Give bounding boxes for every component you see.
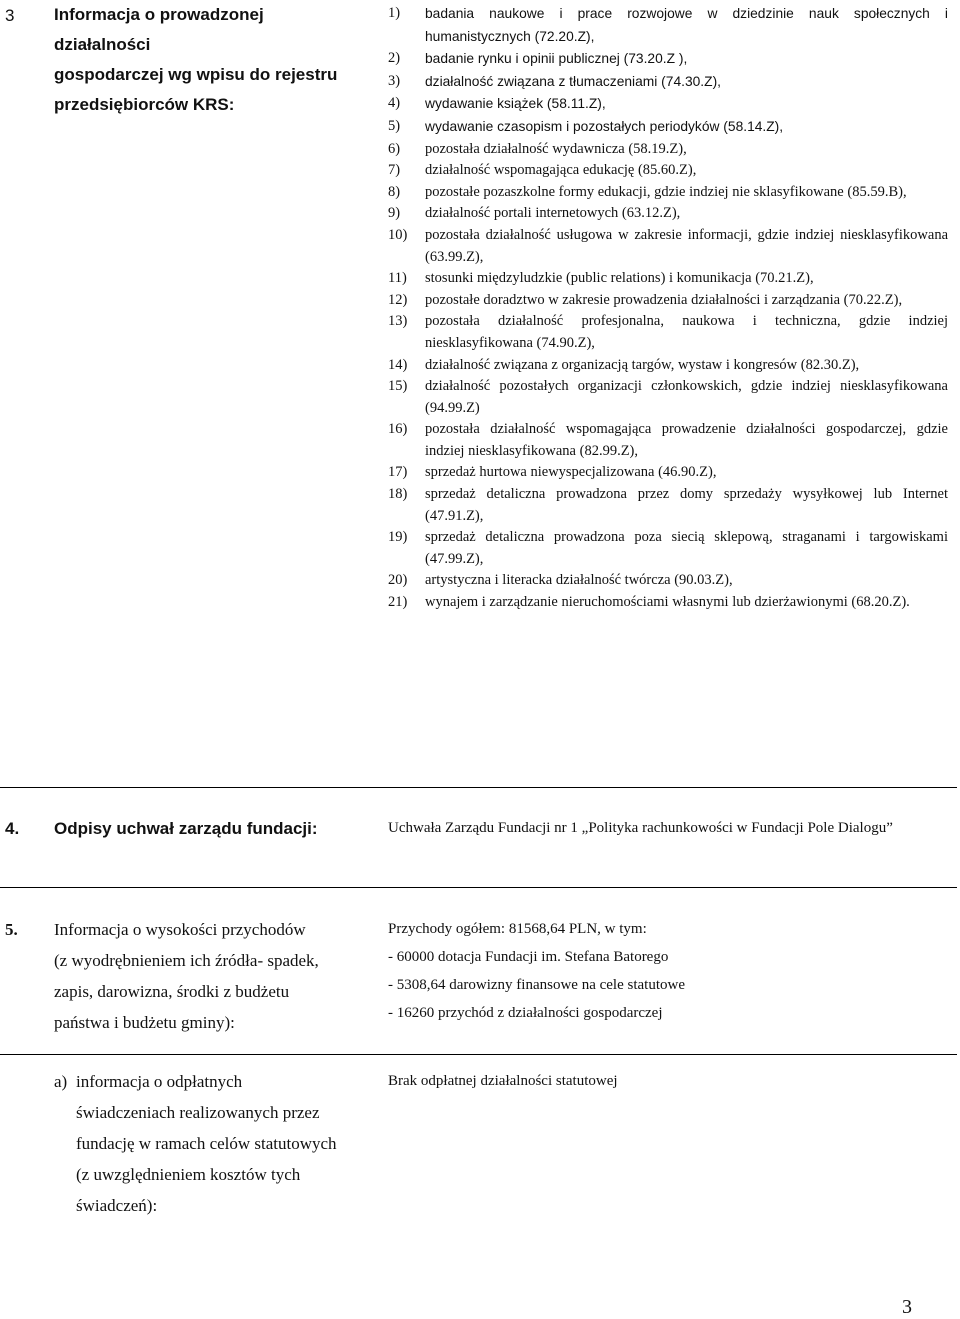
list-item-text: pozostała działalność wspomagająca prowadzenie działalności gospodarczej, gdzie indziej niesklasyfikowana (82.99.Z),: [425, 421, 948, 459]
section-5a-title-line: fundację w ramach celów statutowych: [76, 1134, 337, 1153]
list-item-text: działalność wspomagająca edukację (85.60.Z),: [425, 162, 697, 179]
section-5-title-line: zapis, darowizna, środki z budżetu: [54, 982, 290, 1001]
list-item-number: 2): [388, 50, 401, 67]
list-item: [388, 311, 948, 354]
list-item-text: badania naukowe i prace rozwojowe w dziedzinie nauk społecznych i humanistycznych (72.20.Z),: [425, 6, 948, 44]
list-item: [388, 570, 948, 592]
list-item-number: 6): [388, 140, 401, 157]
section-5a-title-line: świadczeniach realizowanych przez: [76, 1103, 320, 1122]
list-item: [388, 203, 948, 225]
section-5a-title: [76, 1066, 386, 1221]
list-item-number: 4): [388, 95, 401, 112]
activity-list: [388, 3, 948, 614]
section-5a-title-line: informacja o odpłatnych: [76, 1072, 243, 1091]
list-item-text: pozostałe doradztwo w zakresie prowadzenia działalności i zarządzania (70.22.Z),: [425, 291, 903, 308]
list-item: [388, 268, 948, 290]
section-3-title-line: gospodarczej wg wpisu do rejestru: [54, 65, 338, 84]
section-5-title-line: (z wyodrębnieniem ich źródła- spadek,: [54, 951, 319, 970]
list-item: [388, 592, 948, 614]
list-item-text: wydawanie czasopism i pozostałych periodyków (58.14.Z),: [425, 118, 784, 134]
list-item-number: 3): [388, 72, 401, 89]
section-4-value: Uchwała Zarządu Fundacji nr 1 „Polityka rachunkowości w Fundacji Pole Dialogu”: [388, 820, 893, 836]
list-item: [388, 376, 948, 419]
section-5-title: [54, 914, 374, 1038]
list-item: [388, 160, 948, 182]
section-5a-title-line: świadczeń):: [76, 1196, 158, 1215]
section-3-number: 3: [5, 6, 15, 25]
list-item: [388, 484, 948, 527]
section-5-title-line: Informacja o wysokości przychodów: [54, 920, 306, 939]
list-item-number: 12): [388, 291, 408, 308]
list-item-number: 13): [388, 313, 408, 330]
list-item-number: 14): [388, 356, 408, 373]
list-item-number: 9): [388, 205, 401, 222]
list-item-text: wydawanie książek (58.11.Z),: [425, 96, 606, 112]
list-item-number: 20): [388, 572, 408, 589]
list-item-number: 17): [388, 464, 408, 481]
list-item: [388, 462, 948, 484]
divider: [0, 887, 957, 888]
section-3-title: [54, 0, 354, 120]
list-item: [388, 182, 948, 204]
divider: [0, 1054, 957, 1055]
section-3-title-line: przedsiębiorców KRS:: [54, 95, 235, 114]
list-item-text: sprzedaż detaliczna prowadzona poza siecią sklepową, straganami i targowiskami (47.99.Z),: [425, 529, 948, 567]
revenue-line: - 16260 przychód z działalności gospodarczej: [388, 1005, 663, 1021]
divider: [0, 787, 957, 788]
list-item-text: sprzedaż hurtowa niewyspecjalizowana (46.90.Z),: [425, 464, 717, 481]
list-item-text: artystyczna i literacka działalność twórcza (90.03.Z),: [425, 572, 733, 589]
list-item: [388, 419, 948, 462]
list-item-text: stosunki międzyludzkie (public relations) i komunikacja (70.21.Z),: [425, 270, 814, 287]
list-item-number: 21): [388, 594, 408, 611]
list-item-number: 1): [388, 5, 401, 21]
list-item-number: 5): [388, 117, 401, 134]
list-item: [388, 527, 948, 570]
list-item: [388, 71, 948, 94]
section-5a-title-line: (z uwzględnieniem kosztów tych: [76, 1165, 301, 1184]
list-item: [388, 116, 948, 139]
section-5a-value: Brak odpłatnej działalności statutowej: [388, 1073, 618, 1089]
list-item-text: działalność pozostałych organizacji członkowskich, gdzie indziej niesklasyfikowana (94.99.Z): [425, 378, 948, 416]
list-item-number: 18): [388, 486, 408, 503]
list-item: [388, 355, 948, 377]
list-item: [388, 93, 948, 116]
section-5-title-line: państwa i budżetu gminy):: [54, 1013, 235, 1032]
list-item-text: pozostałe pozaszkolne formy edukacji, gdzie indziej nie sklasyfikowane (85.59.B),: [425, 183, 907, 200]
section-5-number: 5.: [5, 920, 18, 939]
list-item-number: 11): [388, 270, 407, 287]
section-3-title-line: Informacja o prowadzonej działalności: [54, 5, 264, 54]
list-item-text: wynajem i zarządzanie nieruchomościami własnymi lub dzierżawionymi (68.20.Z).: [425, 594, 910, 611]
list-item: [388, 225, 948, 268]
list-item: [388, 290, 948, 312]
revenue-details: [388, 915, 948, 1027]
list-item-text: działalność związana z organizacją targów, wystaw i kongresów (82.30.Z),: [425, 356, 860, 373]
list-item-text: badanie rynku i opinii publicznej (73.20.Z ),: [425, 51, 688, 67]
section-5a-label: a): [54, 1072, 68, 1091]
list-item-text: działalność związana z tłumaczeniami (74.30.Z),: [425, 73, 721, 89]
list-item: [388, 48, 948, 71]
list-item-number: 7): [388, 162, 401, 179]
list-item-text: pozostała działalność wydawnicza (58.19.Z),: [425, 140, 687, 157]
list-item-number: 19): [388, 529, 408, 546]
section-4-title: Odpisy uchwał zarządu fundacji:: [54, 819, 318, 838]
revenue-line: - 5308,64 darowizny finansowe na cele statutowe: [388, 977, 685, 993]
list-item: [388, 3, 948, 48]
list-item-number: 10): [388, 226, 408, 243]
list-item-text: pozostała działalność usługowa w zakresie informacji, gdzie indziej niesklasyfikowana (63.99.Z),: [425, 226, 948, 265]
list-item-number: 15): [388, 378, 408, 395]
list-item: [388, 139, 948, 161]
list-item-text: sprzedaż detaliczna prowadzona przez domy sprzedaży wysyłkowej lub Internet (47.91.Z),: [425, 486, 948, 524]
section-4-number: 4.: [5, 819, 20, 838]
list-item-number: 8): [388, 183, 401, 200]
revenue-line: - 60000 dotacja Fundacji im. Stefana Batorego: [388, 949, 669, 965]
page-number: 3: [902, 1296, 912, 1318]
list-item-text: działalność portali internetowych (63.12.Z),: [425, 205, 681, 222]
list-item-text: pozostała działalność profesjonalna, naukowa i techniczna, gdzie indziej niesklasyfikowana (74.90.Z),: [425, 313, 948, 351]
list-item-number: 16): [388, 421, 408, 438]
revenue-line: Przychody ogółem: 81568,64 PLN, w tym:: [388, 921, 647, 937]
